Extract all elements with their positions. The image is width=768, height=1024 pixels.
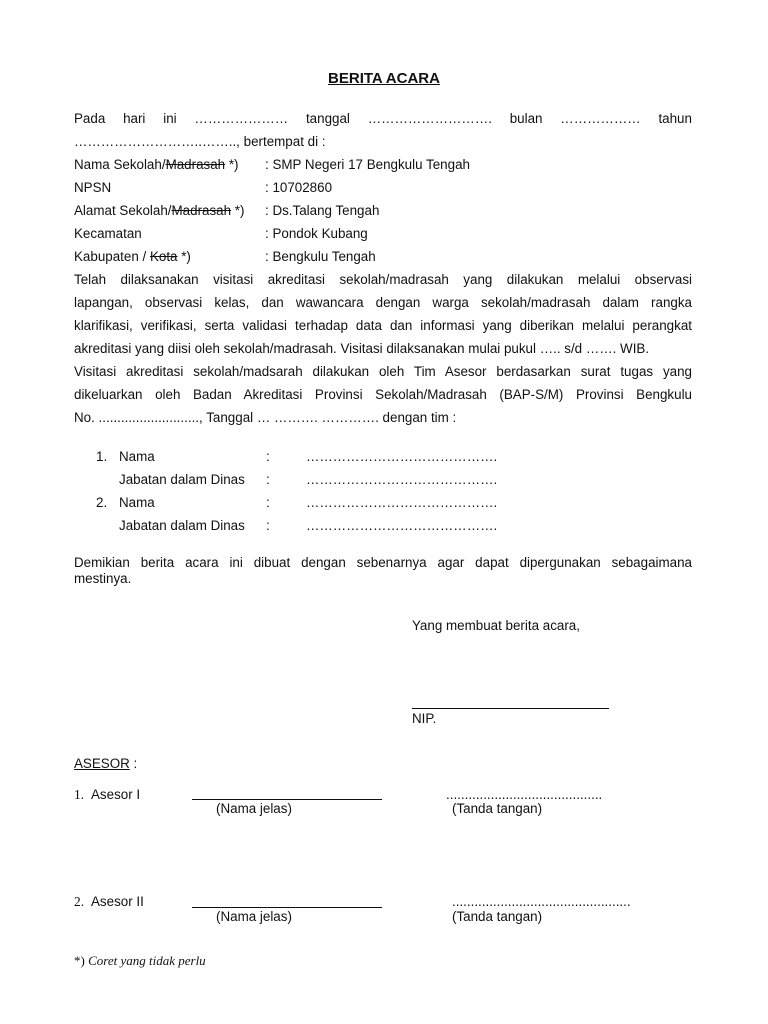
- info-row-address: [74, 203, 692, 221]
- assessor-label: Asesor II: [91, 894, 144, 909]
- info-label: Alamat Sekolah/Madrasah *): [74, 203, 245, 218]
- assessor-heading: ASESOR :: [74, 756, 138, 771]
- assessor-number: 2.: [74, 894, 85, 909]
- footnote-text: Coret yang tidak perlu: [88, 953, 206, 968]
- name-caption: (Nama jelas): [216, 801, 292, 816]
- paragraph-2-line: No. ..........................., Tanggal … ………. …………. dengan tim :: [74, 410, 457, 425]
- info-label: Kabupaten / Kota *): [74, 249, 191, 264]
- name-line: [192, 799, 382, 800]
- opening-line-2: ………………………..…….., bertempat di :: [74, 134, 326, 149]
- info-row-district: [74, 226, 692, 244]
- footnote: [74, 953, 206, 969]
- assessor-number: 1.: [74, 787, 85, 802]
- signature-caption: (Tanda tangan): [452, 801, 543, 816]
- paragraph-1-line: akreditasi yang diisi oleh sekolah/madrasah. Visitasi dilaksanakan mulai pukul ….. s/d ……. WIB.: [74, 341, 650, 356]
- info-value: : 10702860: [265, 180, 333, 195]
- info-value: : Ds.Talang Tengah: [265, 203, 380, 218]
- info-label: NPSN: [74, 180, 112, 195]
- team-number: 2.: [96, 495, 108, 510]
- footnote-mark: *): [74, 953, 85, 968]
- opening-word: bulan: [509, 111, 543, 126]
- team-row: [96, 518, 696, 536]
- team-number: 1.: [96, 449, 108, 464]
- name-line: [192, 907, 382, 908]
- info-value: : SMP Negeri 17 Bengkulu Tengah: [265, 157, 470, 172]
- info-label: Nama Sekolah/Madrasah *): [74, 157, 239, 172]
- team-blank: …………………………………….: [306, 472, 498, 487]
- opening-word: Pada: [74, 111, 106, 126]
- paragraph-2-line: Visitasi akreditasi sekolah/madsarah dilakukan oleh Tim Asesor berdasarkan surat tugas yang: [74, 364, 692, 379]
- opening-line-1: [74, 111, 692, 127]
- paragraph-1-line: Telah dilaksanakan visitasi akreditasi sekolah/madrasah yang dilakukan melalui observasi: [74, 272, 692, 287]
- info-row-school-name: [74, 157, 692, 175]
- signature-blank: ................................................: [452, 894, 631, 909]
- info-row-regency: [74, 249, 692, 267]
- signature-blank: ..........................................: [446, 787, 603, 802]
- opening-word: tahun: [658, 111, 692, 126]
- opening-word: tanggal: [305, 111, 350, 126]
- paragraph-2-line: dikeluarkan oleh Badan Akreditasi Provinsi Sekolah/Madrasah (BAP-S/M) Provinsi Bengkulu: [74, 387, 692, 402]
- team-row: [96, 449, 696, 467]
- name-caption: (Nama jelas): [216, 909, 292, 924]
- team-label: Jabatan dalam Dinas: [119, 472, 245, 487]
- closing-line: Demikian berita acara ini dibuat dengan sebenarnya agar dapat dipergunakan sebagaimana: [74, 555, 692, 570]
- info-value: : Bengkulu Tengah: [265, 249, 376, 264]
- paragraph-1-line: lapangan, observasi kelas, dan wawancara dengan warga sekolah/madrasah dalam rangka: [74, 295, 692, 310]
- team-blank: …………………………………….: [306, 449, 498, 464]
- closing-line: mestinya.: [74, 571, 132, 586]
- info-row-npsn: [74, 180, 692, 198]
- day-blank: …………………: [194, 111, 289, 126]
- signature-caption: (Tanda tangan): [452, 909, 543, 924]
- team-colon: :: [266, 518, 270, 533]
- team-blank: …………………………………….: [306, 495, 498, 510]
- team-colon: :: [266, 472, 270, 487]
- team-blank: …………………………………….: [306, 518, 498, 533]
- team-label: Nama: [119, 449, 155, 464]
- opening-word: ini: [163, 111, 177, 126]
- date-blank: ……………………….: [367, 111, 492, 126]
- info-label: Kecamatan: [74, 226, 142, 241]
- info-value: : Pondok Kubang: [265, 226, 368, 241]
- team-label: Nama: [119, 495, 155, 510]
- signatory-nip: NIP.: [412, 711, 437, 726]
- team-colon: :: [266, 449, 270, 464]
- team-colon: :: [266, 495, 270, 510]
- month-blank: ………………: [560, 111, 641, 126]
- signatory-heading: Yang membuat berita acara,: [412, 618, 580, 633]
- team-label: Jabatan dalam Dinas: [119, 518, 245, 533]
- opening-word: hari: [123, 111, 146, 126]
- paragraph-1-line: klarifikasi, verifikasi, serta validasi terhadap data dan informasi yang diberikan melalui perangkat: [74, 318, 692, 333]
- team-row: [96, 472, 696, 490]
- assessor-label: Asesor I: [91, 787, 141, 802]
- signature-line: [412, 708, 609, 709]
- document-title: BERITA ACARA: [328, 70, 440, 87]
- team-row: [96, 495, 696, 513]
